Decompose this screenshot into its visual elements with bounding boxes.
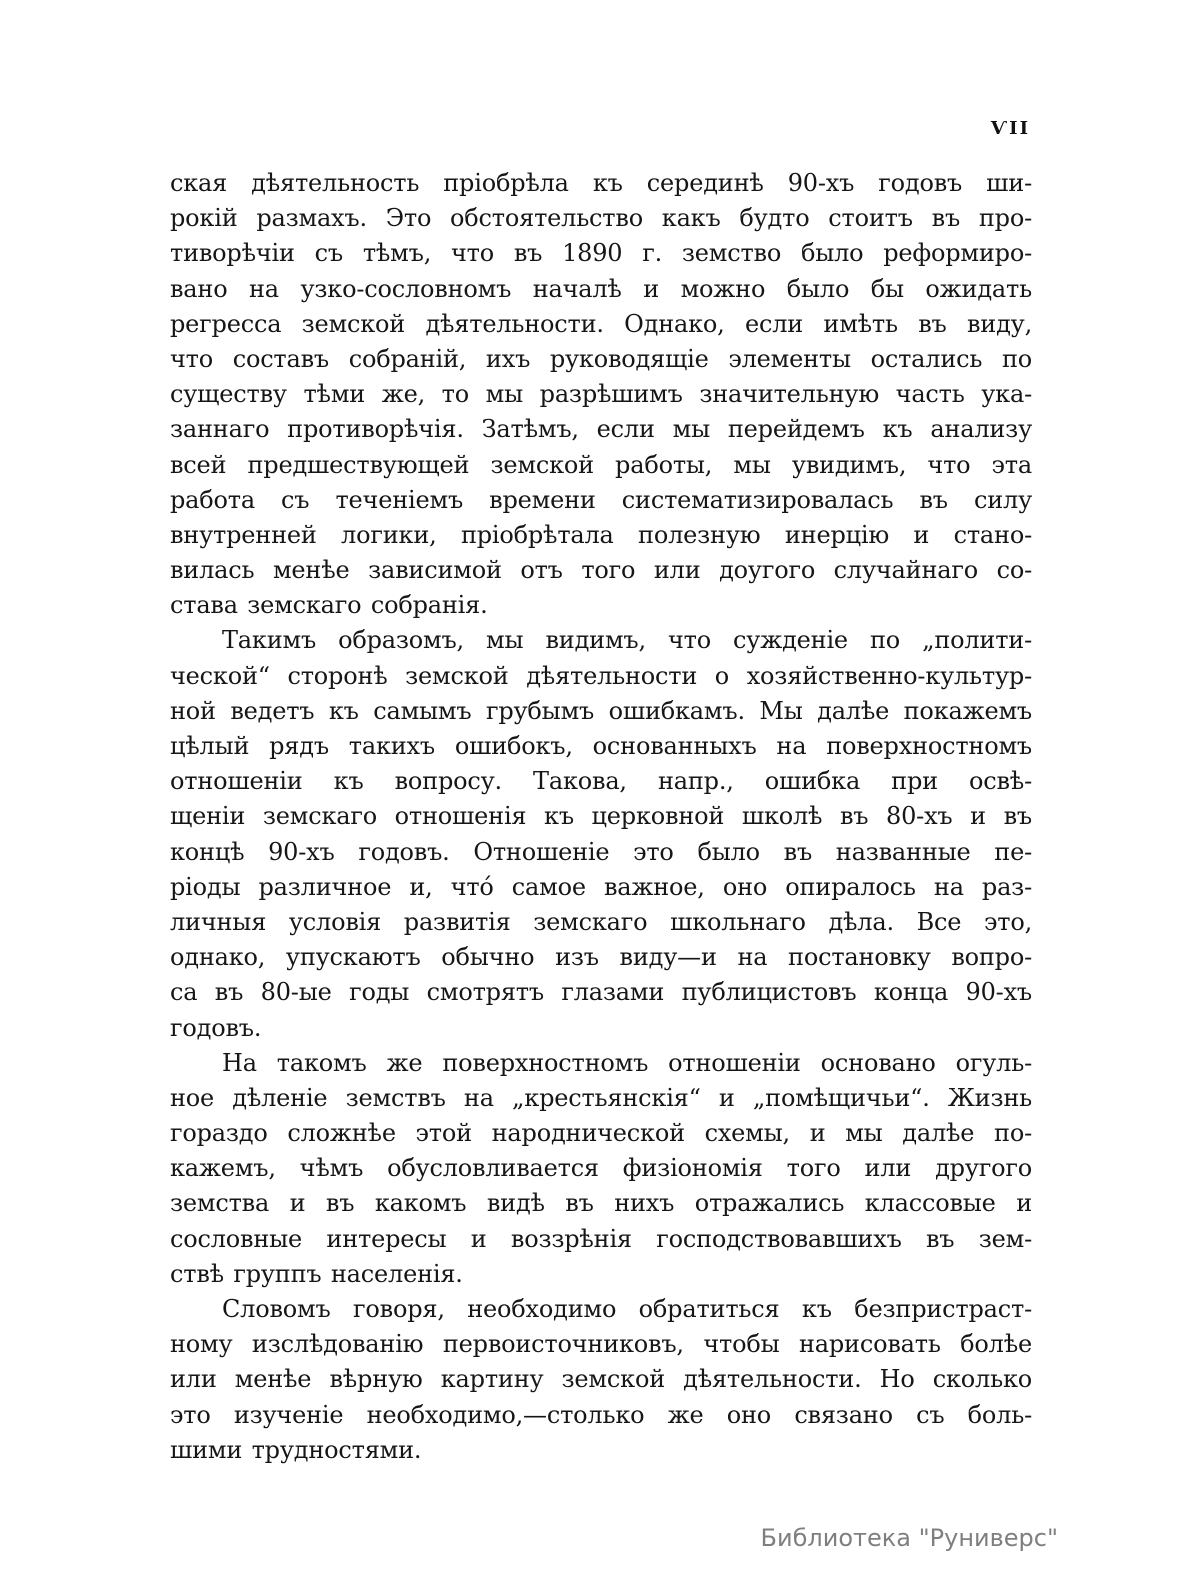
text-line: кажемъ, чѣмъ обусловливается физіономія того или другого [170, 1154, 1032, 1183]
text-line: или менѣе вѣрную картину земской дѣятельности. Но сколько [170, 1365, 1032, 1394]
text-line: личныя условія развитія земскаго школьнаго дѣла. Все это, [170, 907, 1032, 936]
runivers-watermark: Библиотека "Руниверс" [760, 1524, 1058, 1552]
text-line: става земскаго собранія. [170, 591, 488, 620]
text-line: всей предшествующей земской работы, мы увидимъ, что эта [170, 450, 1032, 479]
text-line: гораздо сложнѣе этой народнической схемы, и мы далѣе по- [170, 1119, 1032, 1148]
text-line: годовъ. [170, 1013, 262, 1042]
text-line: однако, упускаютъ обычно изъ виду—и на постановку вопро- [170, 943, 1032, 972]
text-line: внутренней логики, пріобрѣтала полезную инерцію и стано- [170, 520, 1032, 549]
page-number: ѴІІ [990, 118, 1030, 139]
text-line: са въ 80-ые годы смотрятъ глазами публицистовъ конца 90-хъ [170, 978, 1032, 1007]
text-line: заннаго противорѣчія. Затѣмъ, если мы перейдемъ къ анализу [170, 415, 1032, 444]
text-line: земства и въ какомъ видѣ въ нихъ отражались классовые и [170, 1189, 1032, 1218]
text-line: Такимъ образомъ, мы видимъ, что сужденіе по „полити- [222, 626, 1032, 655]
text-line: тиворѣчіи съ тѣмъ, что въ 1890 г. земство было реформиро- [170, 239, 1032, 268]
text-line: ская дѣятельность пріобрѣла къ серединѣ 90-хъ годовъ ши- [170, 169, 1032, 197]
text-line: цѣлый рядъ такихъ ошибокъ, основанныхъ на поверхностномъ [170, 732, 1032, 760]
text-line: Словомъ говоря, необходимо обратиться къ безпристраст- [222, 1295, 1032, 1323]
text-line: концѣ 90-хъ годовъ. Отношеніе это было въ названные пе- [170, 837, 1032, 866]
text-line: сословные интересы и воззрѣнія господствовавшихъ въ зем- [170, 1224, 1032, 1253]
text-line: ствѣ группъ населенія. [170, 1259, 463, 1288]
text-line: На такомъ же поверхностномъ отношеніи основано огуль- [222, 1048, 1032, 1077]
text-line: вано на узко-сословномъ началѣ и можно было бы ожидать [170, 274, 1032, 303]
text-line: ное дѣленіе земствъ на „крестьянскія“ и „помѣщичьи“. Жизнь [170, 1083, 1032, 1112]
text-line: ной ведетъ къ самымъ грубымъ ошибкамъ. Мы далѣе покажемъ [170, 696, 1032, 725]
text-line: что составъ собраній, ихъ руководящіе элементы остались по [170, 344, 1032, 373]
text-line: это изученіе необходимо,—столько же оно связано съ боль- [170, 1400, 1032, 1429]
page-text [170, 166, 1032, 1468]
text-line: работа съ теченіемъ времени систематизировалась въ силу [170, 485, 1032, 514]
text-line: ріоды различное и, что́ самое важное, оно опиралось на раз- [170, 872, 1032, 901]
text-line: ному изслѣдованію первоисточниковъ, чтобы нарисовать болѣе [170, 1330, 1032, 1359]
text-line: щеніи земскаго отношенія къ церковной школѣ въ 80-хъ и въ [170, 802, 1032, 831]
text-line: существу тѣми же, то мы разрѣшимъ значительную часть ука- [170, 380, 1032, 409]
text-line: вилась менѣе зависимой отъ того или доугого случайнаго со- [170, 556, 1032, 585]
text-line: шими трудностями. [170, 1435, 422, 1464]
text-line: отношеніи къ вопросу. Такова, напр., ошибка при освѣ- [170, 767, 1032, 796]
text-line: рокій размахъ. Это обстоятельство какъ будто стоитъ въ про- [170, 204, 1032, 233]
text-line: регресса земской дѣятельности. Однако, если имѣть въ виду, [170, 309, 1032, 338]
text-line: ческой“ сторонѣ земской дѣятельности о хозяйственно-культур- [170, 661, 1032, 690]
